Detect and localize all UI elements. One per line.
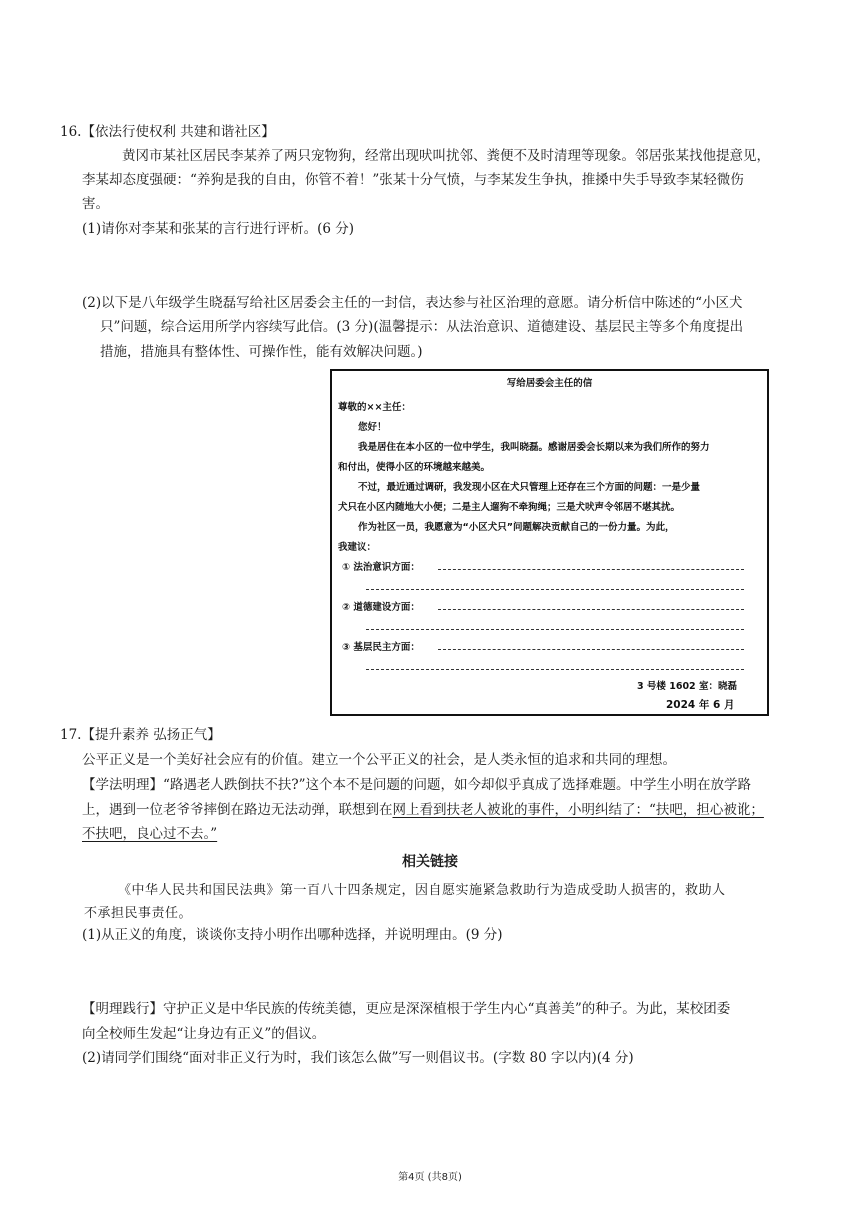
- letter-greeting: 您好！: [358, 422, 387, 433]
- answer-dashed-line: [438, 649, 744, 650]
- letter-to-committee-image: [330, 369, 769, 716]
- q17-xuefa-text: 上，遇到一位老爷爷摔倒在路边无法动弹，联想到在: [82, 802, 393, 818]
- q16-paragraph-line: 李某却态度强硬：“养狗是我的自由，你管不着！”张某十分气愤，与李某发生争执，推搡中失手导致李某轻微伤: [82, 172, 744, 188]
- letter-salutation: 尊敬的××主任：: [338, 402, 411, 413]
- q17-mingli-line: 向全校师生发起“让身边有正义”的倡议。: [82, 1026, 326, 1042]
- q16-heading: 16.【依法行使权利 共建和谐社区】: [60, 124, 275, 140]
- answer-dashed-line: [366, 629, 744, 630]
- q17-intro: 公平正义是一个美好社会应有的价值。建立一个公平正义的社会，是人类永恒的追求和共同的理想。: [82, 752, 676, 768]
- q16-subquestion-2-line: (2)以下是八年级学生晓磊写给社区居委会主任的一封信，表达参与社区治理的意愿。请分析信中陈述的“小区犬: [82, 295, 743, 311]
- q17-subquestion-1: (1)从正义的角度，谈谈你支持小明作出哪种选择，并说明理由。(9 分): [82, 927, 503, 943]
- answer-dashed-line: [438, 569, 744, 570]
- q17-xuefa-line: [82, 801, 764, 819]
- letter-suggest-label: 我建议：: [338, 542, 377, 553]
- letter-paragraph-line: 不过，最近通过调研，我发现小区在犬只管理上还存在三个方面的问题：一是少量: [358, 482, 701, 493]
- q17-underlined-quote: ：“扶吧，担心被讹；: [635, 802, 764, 818]
- q16-subquestion-2-line: 只”问题，综合运用所学内容续写此信。(3 分)(温馨提示：从法治意识、道德建设、基层民主等多个角度提出: [100, 319, 744, 335]
- q17-heading: 17.【提升素养 弘扬正气】: [60, 727, 221, 743]
- letter-item-moral: ② 道德建设方面：: [342, 602, 420, 613]
- q16-paragraph-line: 黄冈市某社区居民李某养了两只宠物狗，经常出现吠叫扰邻、粪便不及时清理等现象。邻居张某找他提意见，: [122, 148, 770, 164]
- q16-subquestion-1: (1)请你对李某和张某的言行进行评析。(6 分): [82, 221, 355, 237]
- q16-paragraph-line: 害。: [82, 196, 109, 212]
- q16-subquestion-2-line: 措施，措施具有整体性、可操作性，能有效解决问题。): [100, 344, 423, 360]
- q17-xuefa-line: 【学法明理】“路遇老人跌倒扶不扶?”这个本不是问题的问题，如今却似乎真成了选择难题。中学生小明在放学路: [82, 777, 752, 793]
- q17-underlined-text: 网上看到扶老人被讹的事件，小明: [392, 802, 595, 818]
- answer-dashed-line: [366, 669, 744, 670]
- answer-dashed-line: [438, 609, 744, 610]
- q17-mingli-line: 【明理践行】守护正义是中华民族的传统美德，更应是深深植根于学生内心“真善美”的种子。为此，某校团委: [82, 1001, 731, 1017]
- law-quote-line: 《中华人民共和国民法典》第一百八十四条规定，因自愿实施紧急救助行为造成受助人损害的，救助人: [118, 883, 726, 898]
- letter-signature: 3 号楼 1602 室：晓磊: [637, 681, 737, 692]
- letter-title: 写给居委会主任的信: [506, 378, 593, 389]
- answer-dashed-line: [366, 589, 744, 590]
- letter-paragraph-line: 和付出，使得小区的环境越来越美。: [338, 462, 491, 473]
- page-footer: 第4页 (共8页): [398, 1172, 462, 1183]
- q17-underlined-quote-end: 不扶吧，良心过不去。”: [82, 826, 218, 842]
- q17-underlined-text: 纠结了: [595, 802, 636, 818]
- related-link-title: 相关链接: [402, 854, 458, 870]
- law-quote-line: 不承担民事责任。: [84, 906, 193, 921]
- letter-paragraph-line: 作为社区一员，我愿意为“小区犬只”问题解决贡献自己的一份力量。为此，: [358, 522, 675, 533]
- letter-paragraph-line: 我是居住在本小区的一位中学生，我叫晓磊。感谢居委会长期以来为我们所作的努力: [358, 442, 710, 453]
- letter-date: 2024 年 6 月: [666, 699, 735, 711]
- q17-subquestion-2: (2)请同学们围绕“面对非正义行为时，我们该怎么做”写一则倡议书。(字数 80 字以内)(4 分): [82, 1050, 634, 1066]
- letter-paragraph-line: 犬只在小区内随地大小便；二是主人遛狗不牵狗绳；三是犬吠声令邻居不堪其扰。: [338, 502, 681, 513]
- letter-item-law: ① 法治意识方面：: [342, 562, 420, 573]
- letter-item-democracy: ③ 基层民主方面：: [342, 642, 420, 653]
